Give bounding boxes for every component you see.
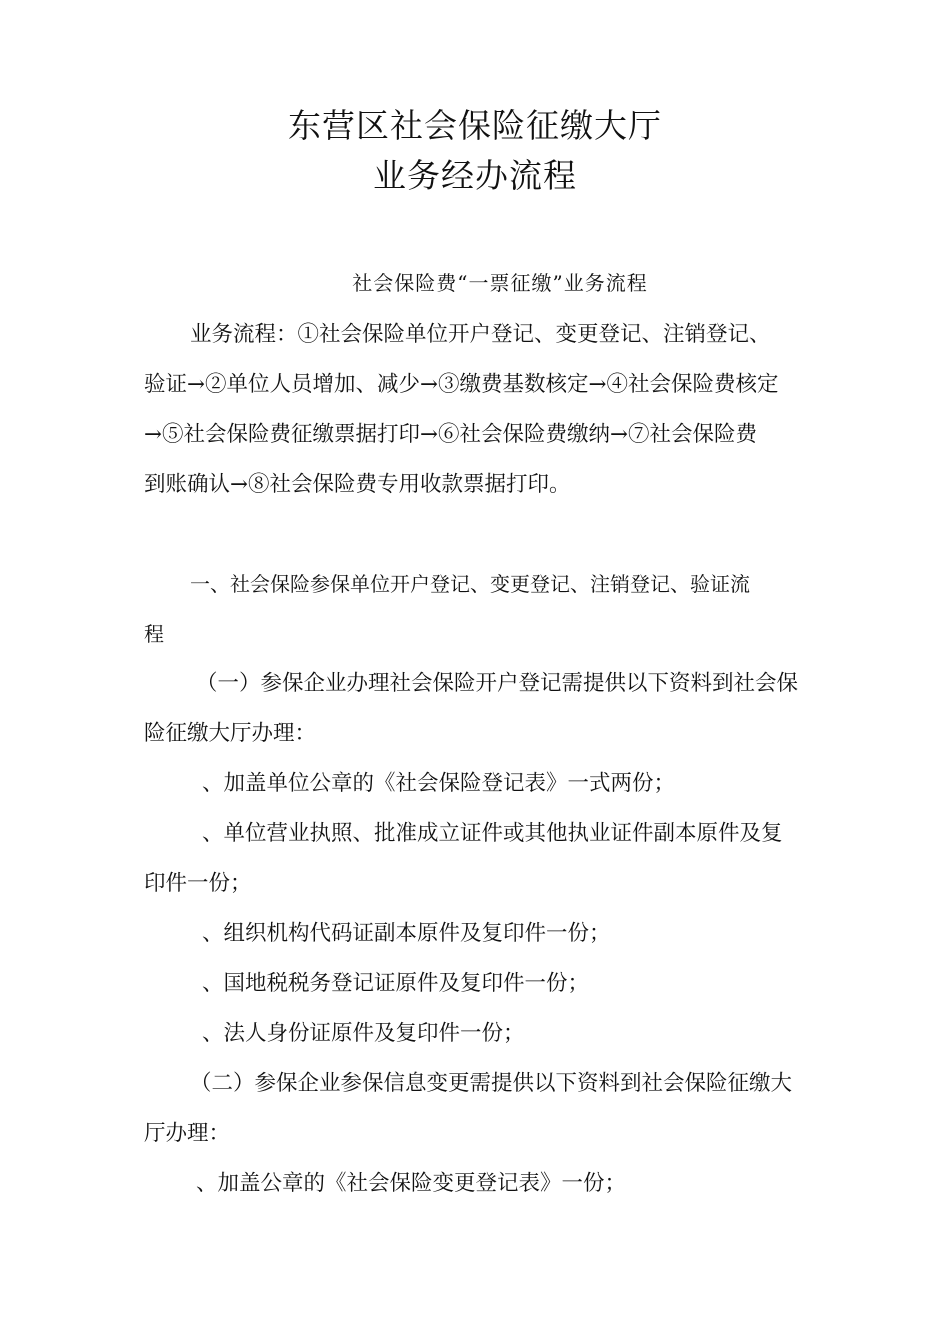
part1-item-4: 、国地税税务登记证原件及复印件一份；	[202, 971, 590, 996]
part1-item-2-cont: 印件一份；	[144, 871, 252, 896]
part2-intro-line2: 厅办理：	[144, 1121, 231, 1146]
part2-item-1: 、加盖公章的《社会保险变更登记表》一份；	[196, 1171, 627, 1196]
part1-item-1: 、加盖单位公章的《社会保险登记表》一式两份；	[202, 771, 676, 796]
flow-line-4: 到账确认→⑧社会保险费专用收款票据打印。	[144, 472, 571, 497]
section-subtitle: 社会保险费“一票征缴”业务流程	[352, 271, 648, 295]
part1-intro-line2: 险征缴大厅办理：	[144, 721, 317, 746]
part1-item-2: 、单位营业执照、批准成立证件或其他执业证件副本原件及复	[202, 821, 783, 846]
flow-line-2: 验证→②单位人员增加、减少→③缴费基数核定→④社会保险费核定	[144, 372, 779, 397]
part1-item-5: 、法人身份证原件及复印件一份；	[202, 1021, 525, 1046]
part1-intro-line1: （一）参保企业办理社会保险开户登记需提供以下资料到社会保	[196, 671, 799, 696]
section1-heading-line1: 一、社会保险参保单位开户登记、变更登记、注销登记、验证流	[190, 572, 750, 596]
document-title-line1: 东营区社会保险征缴大厅	[288, 106, 662, 145]
part2-intro-line1: （二）参保企业参保信息变更需提供以下资料到社会保险征缴大	[190, 1071, 793, 1096]
flow-line-1: 业务流程：①社会保险单位开户登记、变更登记、注销登记、	[190, 322, 771, 347]
section1-heading-line2: 程	[144, 622, 164, 646]
part1-item-3: 、组织机构代码证副本原件及复印件一份；	[202, 921, 611, 946]
document-title-line2: 业务经办流程	[373, 156, 577, 195]
flow-line-3: →⑤社会保险费征缴票据打印→⑥社会保险费缴纳→⑦社会保险费	[144, 422, 758, 447]
